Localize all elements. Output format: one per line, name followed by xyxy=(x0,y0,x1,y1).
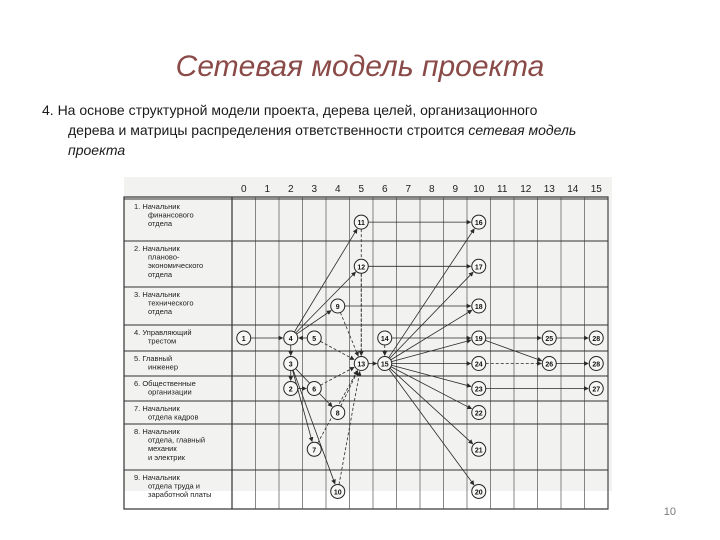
row-label-line: 1. Начальник xyxy=(134,202,180,211)
event-node xyxy=(354,357,368,371)
row-label-line: планово- xyxy=(148,252,180,262)
paragraph-line-2-plain: дерева и матрицы распределения ответственности строится xyxy=(68,122,469,138)
event-number: 20 xyxy=(474,489,483,497)
event-number: 8 xyxy=(335,410,340,418)
row-label-line: 4. Управляющий xyxy=(134,328,192,337)
event-node xyxy=(284,357,298,371)
paragraph-line-3: проекта xyxy=(68,142,126,158)
event-number: 10 xyxy=(333,489,342,497)
event-node xyxy=(542,357,556,371)
time-label: 9 xyxy=(452,184,459,195)
event-node xyxy=(589,331,603,345)
event-number: 24 xyxy=(474,361,483,369)
event-node xyxy=(472,259,486,273)
event-node xyxy=(331,406,345,420)
row-label-line: отдела, главный xyxy=(148,435,206,445)
event-number: 28 xyxy=(592,361,601,369)
paragraph-line-2-emphasis: сетевая модель xyxy=(468,122,577,138)
event-node xyxy=(472,215,486,229)
event-node xyxy=(378,331,392,345)
row-label-line: 6. Общественные xyxy=(134,379,196,388)
row-label-line: механик xyxy=(148,444,177,454)
event-node xyxy=(354,259,368,273)
row-label-line: заработной платы xyxy=(148,490,212,500)
event-number: 3 xyxy=(288,361,293,369)
event-node xyxy=(472,357,486,371)
time-label: 14 xyxy=(567,184,579,195)
time-label: 11 xyxy=(497,184,508,195)
row-label-line: 2. Начальник xyxy=(134,244,180,253)
row-label-line: инженер xyxy=(148,362,179,372)
time-label: 4 xyxy=(334,184,341,195)
time-label: 6 xyxy=(381,184,388,195)
event-node xyxy=(472,406,486,420)
event-node xyxy=(307,382,321,396)
event-node xyxy=(331,299,345,313)
time-label: 15 xyxy=(590,184,602,195)
row-label-line: 9. Начальник xyxy=(134,473,180,482)
event-number: 18 xyxy=(474,304,483,311)
event-node xyxy=(472,484,486,498)
row-label-line: отдела xyxy=(148,269,173,279)
event-node xyxy=(472,442,486,456)
event-number: 11 xyxy=(357,220,365,228)
event-number: 16 xyxy=(474,220,483,228)
event-number: 28 xyxy=(592,336,601,343)
event-number: 5 xyxy=(312,336,317,343)
paragraph-line-2 xyxy=(42,120,682,140)
event-number: 23 xyxy=(474,386,483,394)
time-label: 7 xyxy=(405,184,412,195)
row-label-line: отдела xyxy=(148,307,173,317)
time-label: 13 xyxy=(543,184,555,195)
event-number: 22 xyxy=(474,410,483,418)
event-node xyxy=(472,331,486,345)
event-number: 2 xyxy=(288,386,293,394)
event-number: 25 xyxy=(545,336,554,343)
event-number: 14 xyxy=(380,336,389,343)
event-node xyxy=(284,382,298,396)
time-label: 1 xyxy=(264,184,271,195)
event-number: 27 xyxy=(592,386,601,394)
event-number: 1 xyxy=(241,336,246,343)
row-label-line: экономического xyxy=(148,261,204,271)
event-node xyxy=(354,215,368,229)
body-paragraph xyxy=(42,100,682,160)
time-label: 3 xyxy=(311,184,318,195)
event-number: 13 xyxy=(357,361,366,369)
slide-title: Сетевая модель проекта xyxy=(175,50,545,83)
time-label: 0 xyxy=(240,184,247,195)
row-label-line: организации xyxy=(148,387,192,397)
event-node xyxy=(589,382,603,396)
row-label-line: отдела труда и xyxy=(148,481,200,491)
event-node xyxy=(331,484,345,498)
time-label: 2 xyxy=(287,184,294,195)
event-node xyxy=(542,331,556,345)
event-number: 17 xyxy=(474,264,483,272)
event-number: 12 xyxy=(357,264,366,272)
row-label-line: отдела кадров xyxy=(148,412,199,422)
page-number: 10 xyxy=(663,506,676,518)
event-number: 19 xyxy=(474,336,483,343)
time-label: 5 xyxy=(358,184,365,195)
time-label: 12 xyxy=(520,184,532,195)
event-node xyxy=(472,299,486,313)
event-node xyxy=(472,382,486,396)
row-label-line: 3. Начальник xyxy=(134,290,180,299)
event-number: 21 xyxy=(474,447,483,455)
event-node xyxy=(307,442,321,456)
event-number: 15 xyxy=(380,361,389,369)
event-node xyxy=(589,357,603,371)
row-label-line: технического xyxy=(148,298,194,308)
row-label-line: трестом xyxy=(148,336,177,346)
row-label-line: 8. Начальник xyxy=(134,427,180,436)
row-label-line: и электрик xyxy=(148,452,185,462)
event-node xyxy=(307,331,321,345)
event-number: 9 xyxy=(335,304,340,311)
event-node xyxy=(378,357,392,371)
row-label-line: 5. Главный xyxy=(134,354,173,363)
event-node xyxy=(284,331,298,345)
event-number: 7 xyxy=(312,447,317,455)
network-model-diagram xyxy=(124,177,612,500)
time-label: 10 xyxy=(473,184,485,195)
event-node xyxy=(237,331,251,345)
row-label-line: 7. Начальник xyxy=(134,404,180,413)
row-label-line: финансового xyxy=(148,210,194,220)
event-number: 4 xyxy=(288,336,293,343)
paragraph-line-1: 4. На основе структурной модели проекта, дерева целей, организационного xyxy=(42,102,538,118)
row-label-line: отдела xyxy=(148,219,173,229)
time-label: 8 xyxy=(428,184,435,195)
event-number: 6 xyxy=(312,386,317,394)
event-number: 26 xyxy=(545,361,554,369)
